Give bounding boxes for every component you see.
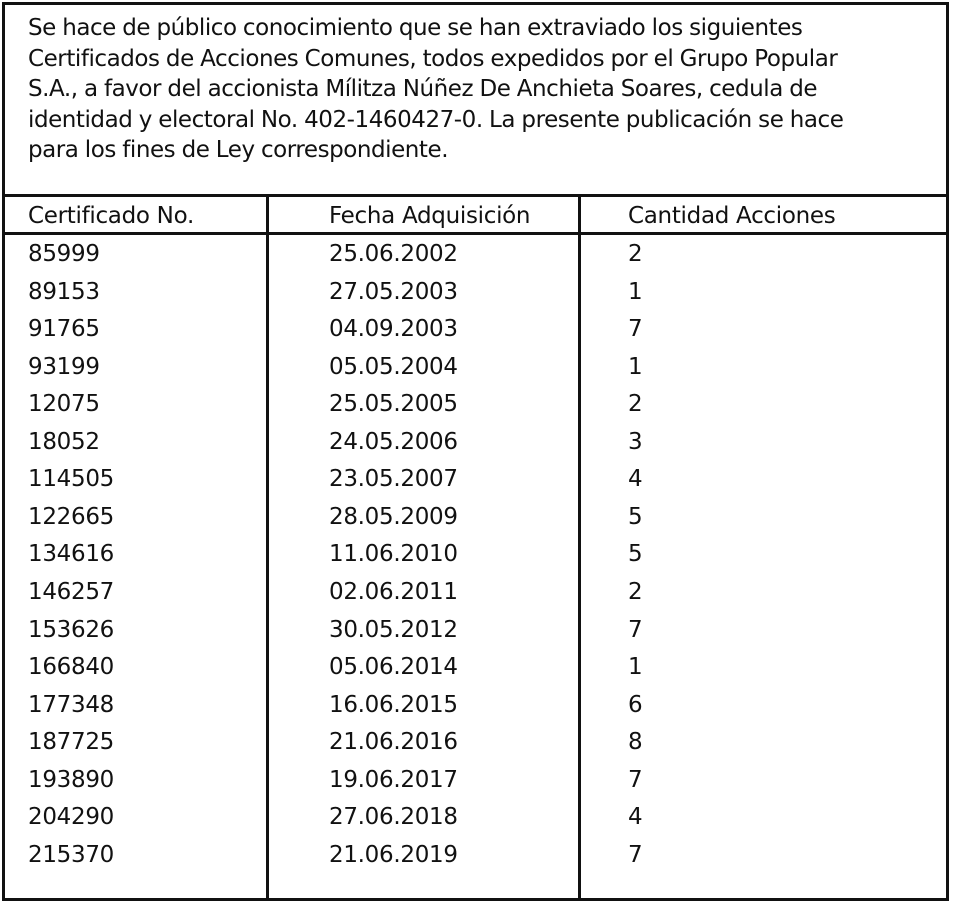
cell-cantidad: 5 (628, 541, 643, 567)
cell-fecha: 02.06.2011 (329, 579, 458, 605)
cell-fecha: 27.05.2003 (329, 279, 458, 305)
column-header-cantidad: Cantidad Acciones (628, 203, 836, 229)
column-divider (578, 197, 581, 898)
cell-fecha: 21.06.2019 (329, 842, 458, 868)
cell-cantidad: 7 (628, 617, 643, 643)
cell-certificado: 204290 (28, 804, 114, 830)
cell-cantidad: 3 (628, 429, 643, 455)
cell-cantidad: 1 (628, 354, 643, 380)
cell-cantidad: 7 (628, 316, 643, 342)
notice-text-block (5, 5, 946, 197)
cell-certificado: 122665 (28, 504, 114, 530)
cell-cantidad: 5 (628, 504, 643, 530)
cell-fecha: 30.05.2012 (329, 617, 458, 643)
cell-fecha: 11.06.2010 (329, 541, 458, 567)
cell-cantidad: 2 (628, 391, 643, 417)
cell-certificado: 89153 (28, 279, 100, 305)
cell-certificado: 177348 (28, 692, 114, 718)
cell-fecha: 05.06.2014 (329, 654, 458, 680)
column-divider (266, 197, 269, 898)
cell-certificado: 12075 (28, 391, 100, 417)
cell-fecha: 25.05.2005 (329, 391, 458, 417)
cell-cantidad: 2 (628, 241, 643, 267)
cell-fecha: 21.06.2016 (329, 729, 458, 755)
cell-cantidad: 6 (628, 692, 643, 718)
notice-line: identidad y electoral No. 402-1460427-0. La presente publicación se hace (28, 106, 844, 133)
cell-cantidad: 7 (628, 767, 643, 793)
header-divider (5, 232, 946, 235)
cell-certificado: 93199 (28, 354, 100, 380)
cell-certificado: 187725 (28, 729, 114, 755)
cell-certificado: 153626 (28, 617, 114, 643)
cell-cantidad: 2 (628, 579, 643, 605)
notice-line: S.A., a favor del accionista Mílitza Núñez De Anchieta Soares, cedula de (28, 76, 818, 102)
cell-fecha: 19.06.2017 (329, 767, 458, 793)
cell-certificado: 166840 (28, 654, 114, 680)
cell-fecha: 24.05.2006 (329, 429, 458, 455)
cell-certificado: 91765 (28, 316, 100, 342)
cell-cantidad: 4 (628, 804, 643, 830)
cell-cantidad: 7 (628, 842, 643, 868)
public-notice (2, 2, 949, 901)
notice-line: Certificados de Acciones Comunes, todos expedidos por el Grupo Popular (28, 45, 838, 72)
cell-fecha: 05.05.2004 (329, 354, 458, 380)
notice-line: Se hace de público conocimiento que se han extraviado los siguientes (28, 15, 803, 41)
cell-certificado: 18052 (28, 429, 100, 455)
column-header-fecha: Fecha Adquisición (329, 203, 531, 229)
column-header-certificado: Certificado No. (28, 203, 194, 229)
cell-certificado: 193890 (28, 767, 114, 793)
cell-cantidad: 1 (628, 279, 643, 305)
cell-certificado: 215370 (28, 842, 114, 868)
cell-fecha: 04.09.2003 (329, 316, 458, 342)
cell-certificado: 85999 (28, 241, 100, 267)
notice-line: para los fines de Ley correspondiente. (28, 137, 449, 163)
cell-certificado: 146257 (28, 579, 114, 605)
cell-cantidad: 1 (628, 654, 643, 680)
cell-cantidad: 8 (628, 729, 643, 755)
cell-fecha: 16.06.2015 (329, 692, 458, 718)
cell-fecha: 23.05.2007 (329, 466, 458, 492)
cell-certificado: 114505 (28, 466, 114, 492)
cell-fecha: 28.05.2009 (329, 504, 458, 530)
cell-certificado: 134616 (28, 541, 114, 567)
cell-fecha: 25.06.2002 (329, 241, 458, 267)
cell-cantidad: 4 (628, 466, 643, 492)
cell-fecha: 27.06.2018 (329, 804, 458, 830)
